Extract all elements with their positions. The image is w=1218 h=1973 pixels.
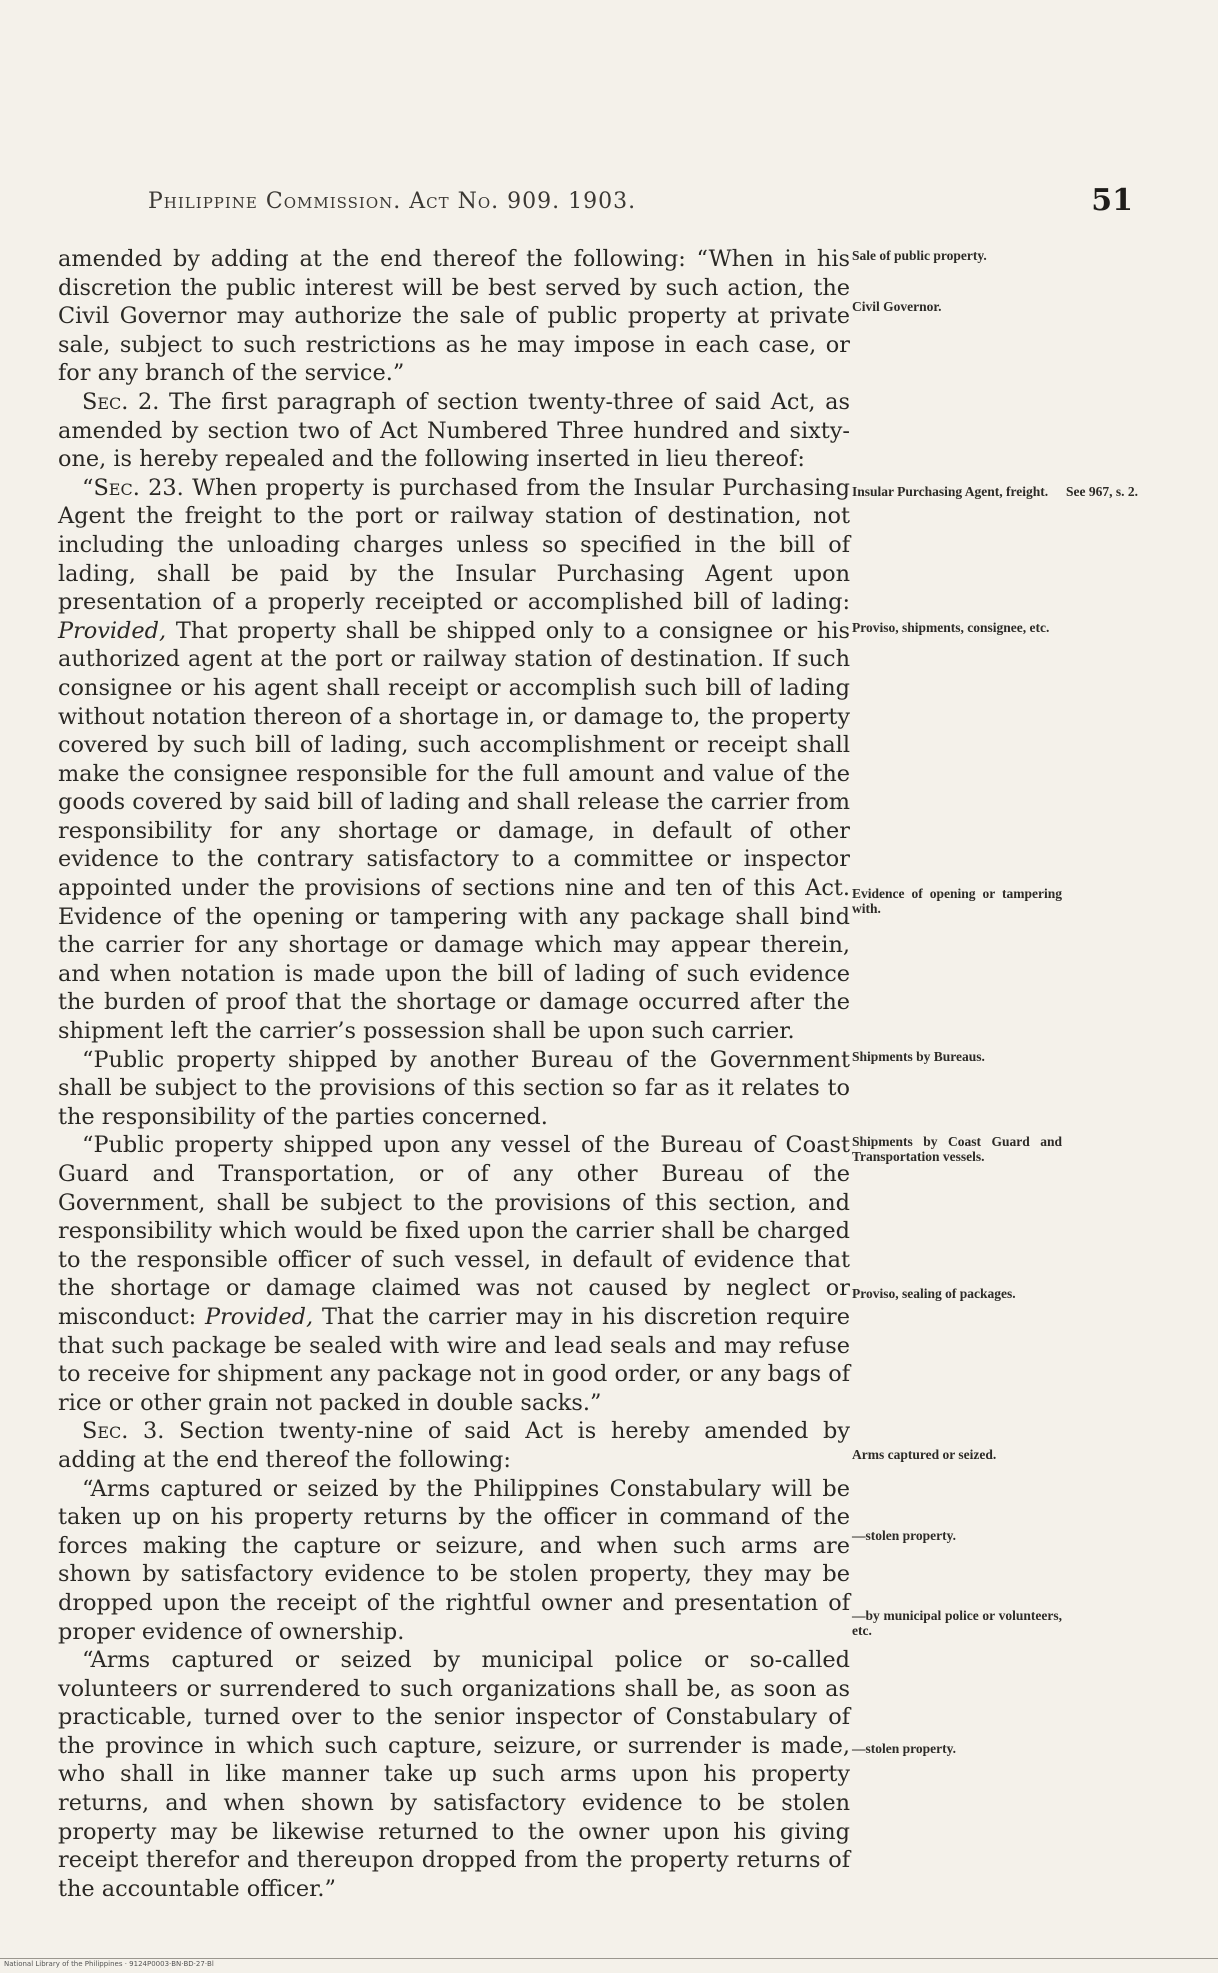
page-number: 51 xyxy=(1091,183,1133,218)
paragraph-1 xyxy=(58,245,850,388)
paragraph-6-text: Section twenty-nine of said Act is hereby amended by adding at the end thereof the following: xyxy=(58,1418,851,1473)
margin-note-shipments-by-bureaus: Shipments by Bureaus. xyxy=(852,1049,985,1064)
paragraph-3b-text: That property shall be shipped only to a consignee or his authorized agent at the port or railway station of destination. If such consignee or his agent shall receipt or accomplish such bill of lading without notation thereon of a shortage in, or damage to, the property covered by such bill of lading, such accomplishment or receipt shall make the consignee responsible for the full amount and value of the goods covered by said bill of lading and shall release the carrier from responsibility for any shortage or damage, in default of other evidence to the contrary satisfactory to a committee or inspector appointed under the provisions of sections nine and ten of this Act. Evidence of the opening or tampering with any package shall bind the carrier for any shortage or damage which may appear therein, and when notation is made upon the bill of lading of such evidence the burden of proof that the shortage or damage occurred after the shipment left the carrier’s possession shall be upon such carrier. xyxy=(58,617,850,1045)
proviso-label: Provided, xyxy=(58,617,167,644)
section-3-label: Sec. 3. xyxy=(82,1418,165,1445)
paragraph-4-text: “Public property shipped by another Bureau of the Government shall be subject to the provisions of this section so far as it relates to the responsibility of the parties concerned. xyxy=(58,1046,850,1130)
paragraph-8-text: “Arms captured or seized by municipal police or so-called volunteers or surrendered to such organizations shall be, as soon as practicable, turned over to the senior inspector of Constabulary of the province in which such capture, seizure, or surrender is made, who shall in like manner take up such arms upon his property returns, and when shown by satisfactory evidence to be stolen property may be likewise returned to the owner upon his giving receipt therefor and thereupon dropped from the property returns of the accountable officer.” xyxy=(58,1647,850,1902)
cross-reference: See 967, s. 2. xyxy=(1066,484,1138,499)
margin-note-municipal-police: —by municipal police or volunteers, etc. xyxy=(852,1608,1062,1638)
paragraph-2 xyxy=(58,388,850,474)
footer-divider xyxy=(0,1958,1218,1959)
proviso-label-2: Provided, xyxy=(205,1303,314,1330)
margin-note-evidence-of-opening: Evidence of opening or tampering with. xyxy=(852,886,1062,916)
margin-note-arms-captured: Arms captured or seized. xyxy=(852,1447,997,1462)
section-23-label: “Sec. 23. xyxy=(82,474,184,501)
paragraph-6 xyxy=(58,1417,850,1474)
paragraph-3a-text: When property is purchased from the Insular Purchasing Agent the freight to the port or railway station of destination, not including the unloading charges unless so specified in the bill of lading, shall be paid by the Insular Purchasing Agent upon presentation of a properly receipted or accomplished bill of lading: xyxy=(58,474,850,616)
margin-note-shipments-by-coast-guard: Shipments by Coast Guard and Transportation vessels. xyxy=(852,1134,1062,1164)
paragraph-4 xyxy=(58,1046,850,1132)
paragraph-5a-text: “Public property shipped upon any vessel of the Bureau of Coast Guard and Transportation, or of any other Bureau of the Government, shall be subject to the provisions of this section, and responsibility which would be fixed upon the carrier shall be charged to the responsible officer of such vessel, in default of evidence that the shortage or damage claimed was not caused by neglect or misconduct: xyxy=(58,1132,850,1330)
margin-note-proviso-sealing: Proviso, sealing of packages. xyxy=(852,1286,1016,1301)
paragraph-1-text: amended by adding at the end thereof the following: “When in his discretion the public interest will be best served by such action, the Civil Governor may authorize the sale of public property at private sale, subject to such restrictions as he may impose in each case, or for any branch of the service.” xyxy=(58,246,850,387)
margin-note-proviso-shipments: Proviso, shipments, consignee, etc. xyxy=(852,620,1050,635)
paragraph-8 xyxy=(58,1646,850,1903)
paragraph-2-text: The first paragraph of section twenty-three of said Act, as amended by section two of Act Numbered Three hundred and sixty-one, is hereby repealed and the following inserted in lieu thereof: xyxy=(58,388,850,473)
paragraph-7-text: “Arms captured or seized by the Philippines Constabulary will be taken up on his property returns by the officer in command of the forces making the capture or seizure, and when such arms are shown by satisfactory evidence to be stolen property, they may be dropped upon the receipt of the rightful owner and presentation of proper evidence of ownership. xyxy=(58,1475,850,1645)
page-header xyxy=(148,183,1133,223)
margin-note-insular-purchasing-agent: Insular Purchasing Agent, freight. xyxy=(852,484,1049,499)
paragraph-5b-text: That the carrier may in his discretion require that such package be sealed with wire and lead seals and may refuse to receive for shipment any package not in good order, or any bags of rice or other grain not packed in double sacks.” xyxy=(58,1303,850,1416)
running-title: Philippine Commission. Act No. 909. 1903. xyxy=(148,189,637,214)
margin-note-stolen-property-2: —stolen property. xyxy=(852,1741,956,1756)
paragraph-7 xyxy=(58,1475,850,1647)
section-2-label: Sec. 2. xyxy=(82,388,160,415)
margin-note-stolen-property: —stolen property. xyxy=(852,1528,956,1543)
margin-note-civil-governor: Civil Governor. xyxy=(852,299,942,314)
paragraph-3 xyxy=(58,474,850,1046)
margin-note-sale-of-public-property: Sale of public property. xyxy=(852,248,987,263)
scan-footer: National Library of the Philippines · 9124P0003·BN·BD·27·Bl xyxy=(4,1960,214,1968)
paragraph-5 xyxy=(58,1131,850,1417)
body-text xyxy=(58,245,850,1903)
